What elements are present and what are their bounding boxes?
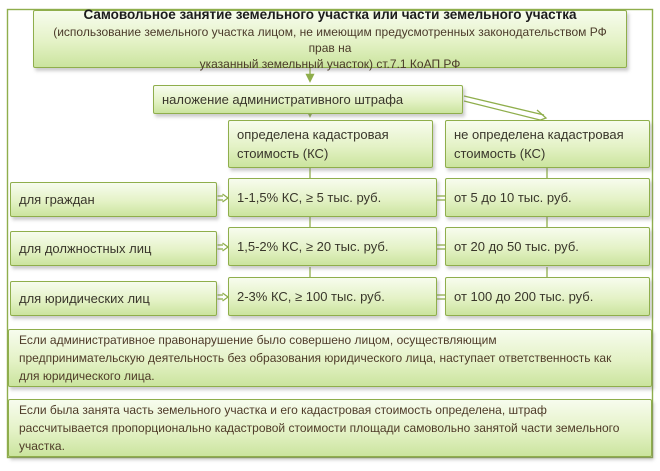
fine-without-ks-citizens-box [445, 178, 650, 217]
note-partial-plot-box [8, 399, 652, 457]
title-subtitle-line1: (использование земельного участка лицом, не имеющим предусмотренных законодательством РФ прав на [53, 24, 607, 56]
fine-without-ks-officials-label: от 20 до 50 тыс. руб. [454, 239, 579, 254]
fine-with-ks-legal-entities-box [228, 277, 437, 316]
fine-with-ks-officials-box [228, 227, 437, 266]
fine-with-ks-citizens-label: 1-1,5% КС, ≥ 5 тыс. руб. [237, 190, 382, 205]
subject-officials-box [10, 231, 217, 266]
diagonal-line-1 [464, 96, 544, 115]
title-heading: Самовольное занятие земельного участка или части земельного участка [83, 6, 577, 22]
fine-without-ks-officials-box [445, 227, 650, 266]
subject-legal-entities-label: для юридических лиц [19, 291, 150, 306]
double-arrow-row-1 [218, 243, 229, 251]
subject-citizens-label: для граждан [19, 192, 95, 207]
subject-citizens-box [10, 182, 217, 217]
penalty-box [153, 85, 463, 114]
double-arrow-row-0 [218, 194, 229, 202]
fine-without-ks-legal-entities-label: от 100 до 200 тыс. руб. [454, 289, 594, 304]
note-entrepreneur-box [8, 329, 652, 387]
note-partial-plot-line1: Если была занята часть земельного участка и его кадастровая стоимость определена, штраф [19, 403, 547, 417]
title-subtitle-line2: указанный земельный участок) ст.7.1 КоАП РФ [199, 57, 461, 72]
penalty-label: наложение административного штрафа [162, 92, 404, 107]
note-entrepreneur-line1: Если административное правонарушение было совершено лицом, осуществляющим [19, 333, 497, 347]
double-link-row-0 [437, 196, 445, 200]
fine-with-ks-officials-label: 1,5-2% КС, ≥ 20 тыс. руб. [237, 239, 389, 254]
note-entrepreneur-line3: для юридического лица. [19, 369, 155, 383]
fine-without-ks-citizens-label: от 5 до 10 тыс. руб. [454, 190, 572, 205]
double-arrow-row-2 [218, 293, 229, 301]
title-box [33, 6, 627, 72]
fine-with-ks-legal-entities-label: 2-3% КС, ≥ 100 тыс. руб. [237, 289, 385, 304]
branch-determined-label: определена кадастровая стоимость (КС) [237, 126, 389, 161]
fine-with-ks-citizens-box [228, 178, 437, 217]
branch-determined-box [228, 120, 433, 168]
double-link-row-2 [437, 295, 445, 299]
branch-not-determined-label: не определена кадастровая стоимость (КС) [454, 126, 624, 161]
note-entrepreneur-line2: предпринимательскую деятельность без образования юридического лица, наступает ответственность как [19, 351, 612, 365]
note-partial-plot-line2: рассчитывается пропорционально кадастровой стоимости площади самовольно занятой части земельного [19, 421, 620, 435]
note-partial-plot-line3: участка. [19, 439, 65, 453]
fine-without-ks-legal-entities-box [445, 277, 650, 316]
subject-legal-entities-box [10, 281, 217, 316]
double-link-row-1 [437, 245, 445, 249]
diagonal-line-2 [464, 101, 540, 120]
subject-officials-label: для должностных лиц [19, 241, 152, 256]
branch-not-determined-box [445, 120, 650, 168]
